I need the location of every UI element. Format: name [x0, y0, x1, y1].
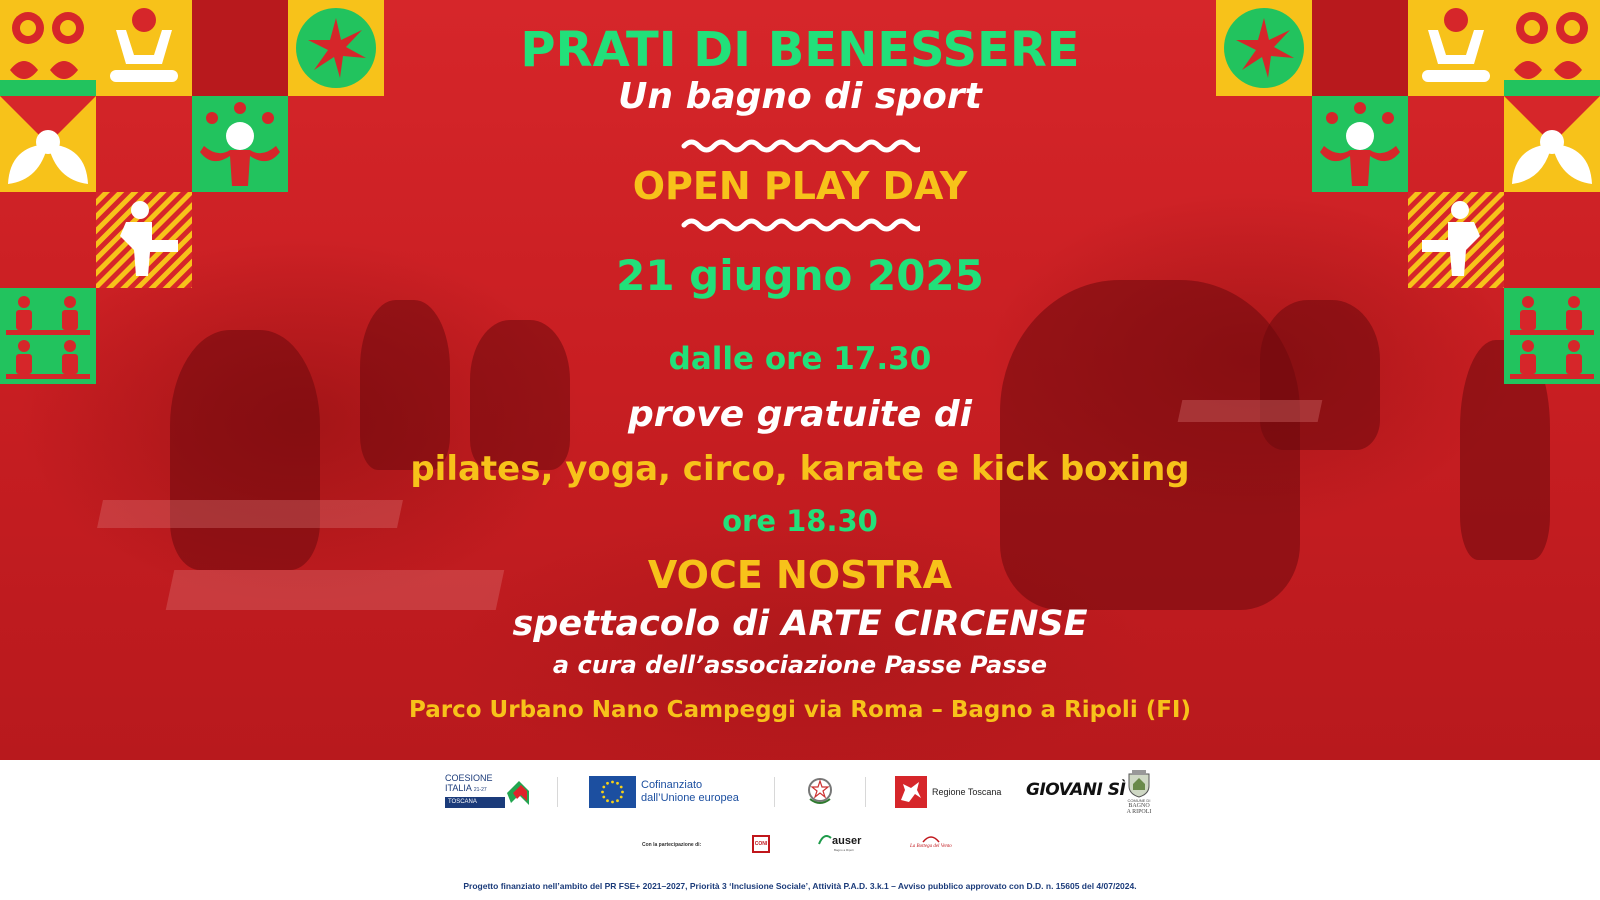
- auser-label: auser: [832, 835, 862, 847]
- wind-swirl-icon: [921, 834, 941, 844]
- eu-label-line1: Cofinanziato: [641, 779, 703, 791]
- coni-label: CONI: [752, 835, 770, 853]
- coni-logo: [752, 835, 770, 853]
- giovani-si-label: GIOVANI SÌ: [1026, 780, 1126, 800]
- giovani-si-logo: [1026, 780, 1125, 800]
- footer-divider: [557, 777, 558, 807]
- funding-note: Progetto finanziato nell’ambito del PR FSE+ 2021–2027, Priorità 3 ‘Inclusione Sociale’, Attività P.A.D. 3.k.1 – Avviso pubblico approvato con D.D. n. 15605 del 4/07/2024.: [463, 881, 1137, 891]
- regione-toscana-label: Regione Toscana: [932, 787, 1002, 797]
- activities-list: pilates, yoga, circo, karate e kick boxing: [410, 449, 1190, 489]
- auser-logo: [818, 834, 861, 852]
- show-title: spettacolo di ARTE CIRCENSE: [512, 604, 1088, 644]
- event-date: 21 giugno 2025: [616, 251, 984, 300]
- comune-label-2: BAGNO: [1128, 803, 1150, 809]
- wave-divider-bottom: [680, 216, 920, 234]
- show-credit: a cura dell’associazione Passe Passe: [552, 651, 1048, 679]
- start-time: dalle ore 17.30: [668, 341, 932, 377]
- coesione-italia-logo: [445, 773, 530, 809]
- footer-divider: [774, 777, 775, 807]
- eu-label-line2: dall’Unione europea: [641, 792, 739, 804]
- comune-bagno-a-ripoli-logo: [1126, 770, 1152, 815]
- comune-label-1: COMUNE DI: [1127, 798, 1151, 803]
- coesione-arrow-icon: [503, 777, 529, 809]
- wave-divider-top: [680, 137, 920, 155]
- event-subtitle: Un bagno di sport: [618, 76, 982, 117]
- auser-swoosh-icon: [818, 834, 832, 848]
- years-label: 21-27: [473, 787, 487, 793]
- italian-republic-logo: [806, 775, 834, 807]
- event-title: PRATI DI BENESSERE: [520, 22, 1080, 78]
- comune-crest-icon: [1126, 770, 1152, 798]
- activities-intro: prove gratuite di: [628, 394, 972, 435]
- coesione-label: COESIONE: [445, 773, 493, 783]
- bottega-del-vento-logo: [910, 834, 952, 849]
- sponsor-footer: [0, 760, 1600, 900]
- italia-label: ITALIA: [445, 783, 472, 793]
- show-time: ore 18.30: [722, 504, 878, 538]
- eu-flag-icon: [589, 776, 636, 808]
- footer-divider: [865, 777, 866, 807]
- tuscany-pegasus-icon: [895, 776, 927, 808]
- eu-cofinanced-logo: [589, 776, 739, 808]
- background-person: [360, 300, 450, 470]
- partner3-label: La Bottega del Vento: [910, 844, 952, 849]
- event-name: OPEN PLAY DAY: [632, 164, 968, 208]
- comune-label-3: A RIPOLI: [1126, 809, 1152, 815]
- event-location: Parco Urbano Nano Campeggi via Roma – Bagno a Ripoli (FI): [409, 697, 1191, 723]
- partners-label: Con la partecipazione di:: [642, 842, 702, 848]
- toscana-band: TOSCANA: [445, 797, 505, 808]
- regione-toscana-logo: [895, 776, 1001, 808]
- show-group: VOCE NOSTRA: [647, 553, 953, 597]
- auser-sub-label: Bagno a Ripoli: [834, 848, 854, 852]
- italy-emblem-icon: [806, 775, 834, 807]
